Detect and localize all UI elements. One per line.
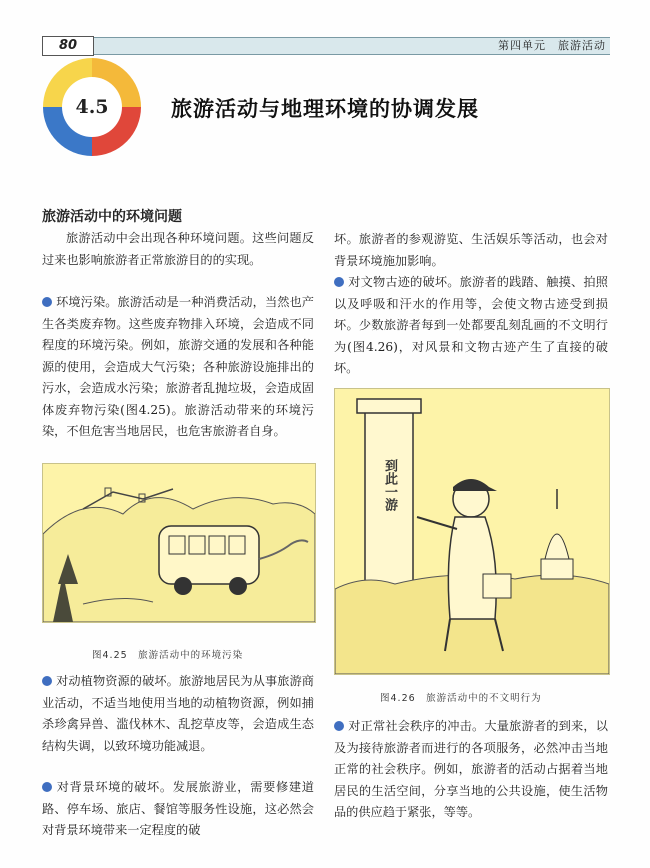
pollution-illustration-icon	[43, 464, 315, 622]
bullet-icon	[42, 297, 52, 307]
bullet-icon	[42, 676, 52, 686]
section-title: 旅游活动中的环境问题	[42, 209, 182, 225]
left-paragraph-3	[42, 671, 314, 757]
right-paragraph-3-text: 对正常社会秩序的冲击。大量旅游者的到来，以及为接待旅游者而进行的各项服务，必然冲击当地正常的社会秩序。例如，旅游者的活动占据着当地居民的生活空间，分享当地的公共设施，使生活物品的供应趋于紧张，等等。	[334, 719, 608, 819]
graffiti-illustration-icon	[335, 389, 609, 674]
left-paragraph-1: 旅游活动中会出现各种环境问题。这些问题反过来也影响旅游者正常旅游目的的实现。	[42, 231, 314, 267]
left-paragraph-4-text: 对背景环境的破坏。发展旅游业，需要修建道路、停车场、旅店、餐馆等服务性设施，这必然会对背景环境带来一定程度的破	[42, 780, 314, 837]
figure-4-25	[42, 463, 316, 623]
right-paragraph-2	[334, 272, 608, 380]
left-paragraph-4	[42, 777, 314, 842]
right-paragraph-3	[334, 716, 608, 824]
left-paragraph-3-text: 对动植物资源的破坏。旅游地居民为从事旅游商业活动，不适当地使用当地的动植物资源，例如捕杀珍禽异兽、滥伐林木、乱挖草皮等，会造成生态结构失调，以致环境功能减退。	[42, 674, 314, 753]
figure-4-26	[334, 388, 610, 675]
right-paragraph-1: 坏。旅游者的参观游览、生活娱乐等活动，也会对背景环境施加影响。	[334, 232, 608, 268]
graffiti-text: 到此一游	[382, 459, 397, 511]
figure-4-26-caption: 图4.26 旅游活动中的不文明行为	[380, 693, 542, 704]
bullet-icon	[42, 782, 52, 792]
right-paragraph-2-text: 对文物古迹的破坏。旅游者的践踏、触摸、拍照以及呼吸和汗水的作用等，会使文物古迹受到损坏。少数旅游者每到一处都要乱刻乱画的不文明行为(图4.26)，对风景和文物古迹产生了直接的破坏。	[334, 275, 608, 375]
page-number: 80	[42, 36, 94, 56]
left-paragraph-2	[42, 292, 314, 443]
bullet-icon	[334, 277, 344, 287]
chapter-title: 旅游活动与地理环境的协调发展	[171, 96, 479, 121]
bullet-icon	[334, 721, 344, 731]
chapter-number: 4.5	[75, 96, 109, 118]
unit-title: 第四单元 旅游活动	[498, 39, 606, 52]
left-paragraph-2-text: 环境污染。旅游活动是一种消费活动，当然也产生各类废弃物。这些废弃物排入环境，会造成不同程度的环境污染。例如，旅游交通的发展和各种能源的使用，会造成大气污染；各种旅游设施排出的污水，会造成水污染；旅游者乱抛垃圾，会造成固体废弃物污染(图4.25)。旅游活动带来的环境污染，不但危害当地居民，也危害旅游者自身。	[42, 295, 314, 438]
figure-4-25-caption: 图4.25 旅游活动中的环境污染	[92, 650, 244, 661]
